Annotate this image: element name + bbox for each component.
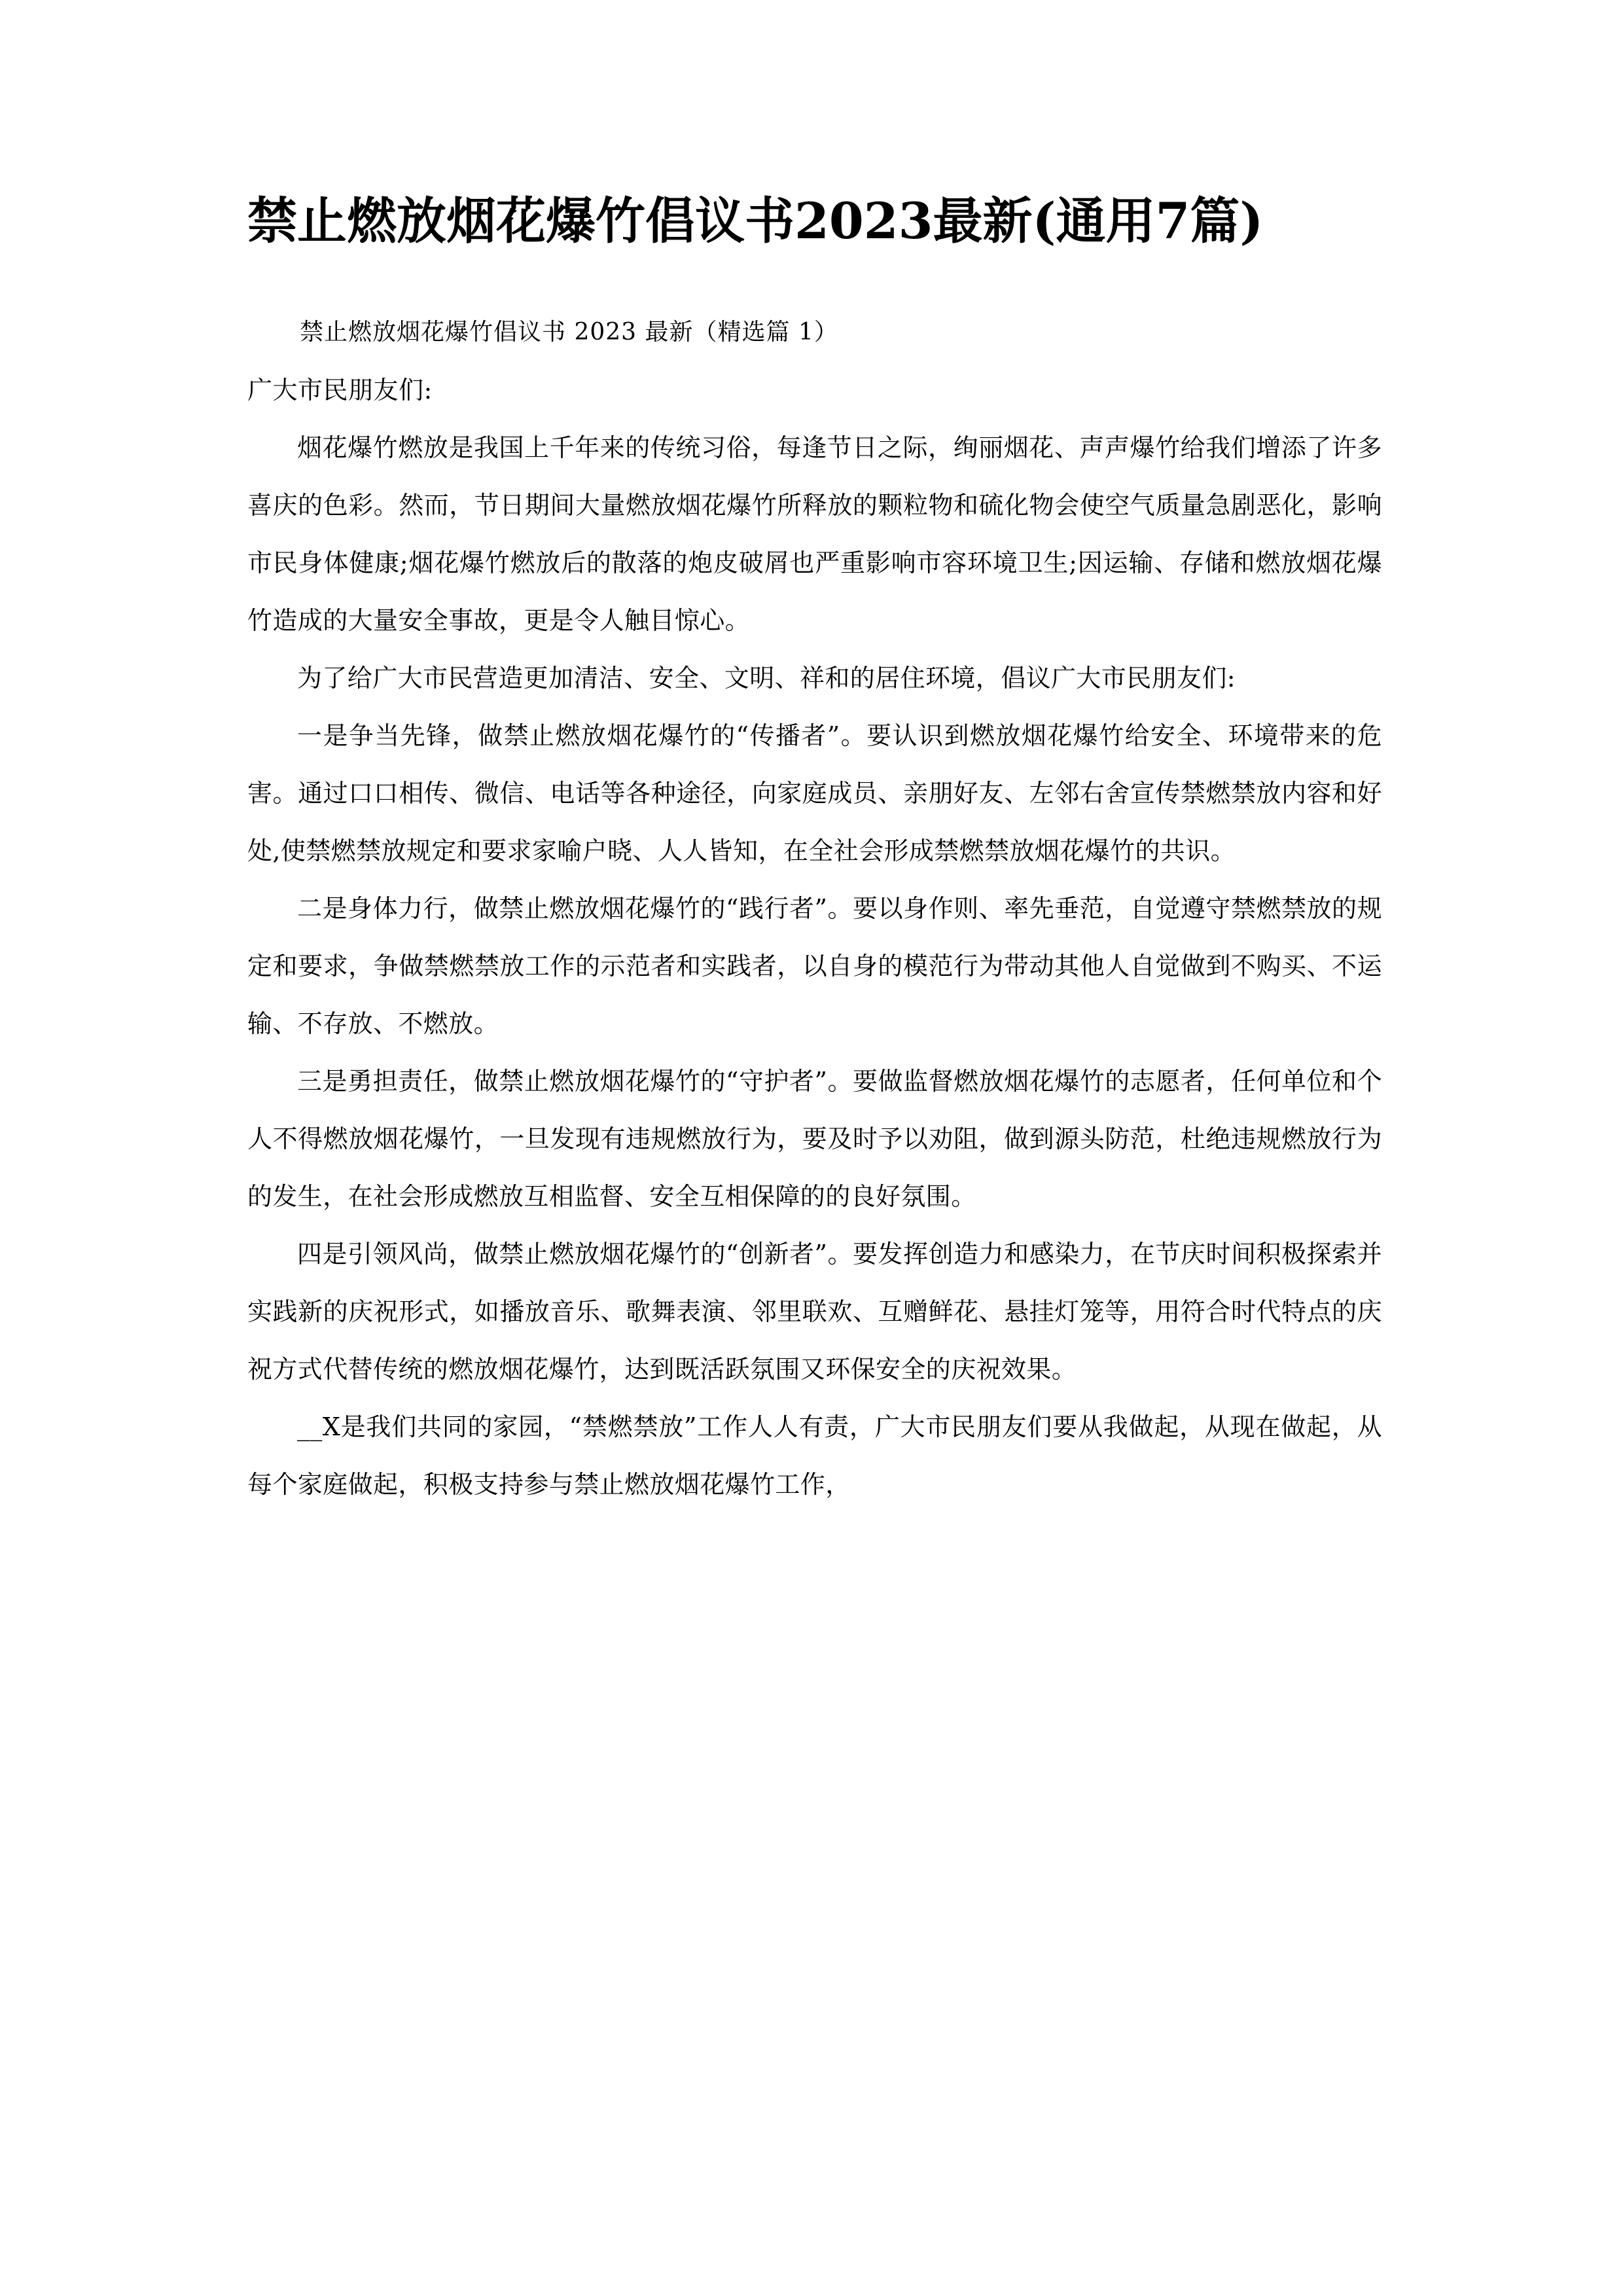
- body-paragraph: __X是我们共同的家园，“禁燃禁放”工作人人有责，广大市民朋友们要从我做起，从现在做起，从每个家庭做起，积极支持参与禁止燃放烟花爆竹工作，: [247, 1412, 1382, 1499]
- body-paragraph: 三是勇担责任，做禁止燃放烟花爆竹的“守护者”。要做监督燃放烟花爆竹的志愿者，任何单位和个人不得燃放烟花爆竹，一旦发现有违规燃放行为，要及时予以劝阻，做到源头防范，杜绝违规燃放行为的发生，在社会形成燃放互相监督、安全互相保障的的良好氛围。: [247, 1067, 1382, 1211]
- body-paragraph: 烟花爆竹燃放是我国上千年来的传统习俗，每逢节日之际，绚丽烟花、声声爆竹给我们增添了许多喜庆的色彩。然而，节日期间大量燃放烟花爆竹所释放的颗粒物和硫化物会使空气质量急剧恶化，影响市民身体健康;烟花爆竹燃放后的散落的炮皮破屑也严重影响市容环境卫生;因运输、存储和燃放烟花爆竹造成的大量安全事故，更是令人触目惊心。: [247, 433, 1382, 635]
- body-paragraph: 为了给广大市民营造更加清洁、安全、文明、祥和的居住环境，倡议广大市民朋友们:: [297, 664, 1236, 692]
- document-content: [247, 0, 1382, 1513]
- body-paragraph: 二是身体力行，做禁止燃放烟花爆竹的“践行者”。要以身作则、率先垂范，自觉遵守禁燃禁放的规定和要求，争做禁燃禁放工作的示范者和实践者，以自身的模范行为带动其他人自觉做到不购买、不运输、不存放、不燃放。: [247, 894, 1382, 1038]
- section-heading: 禁止燃放烟花爆竹倡议书 2023 最新（精选篇 1）: [300, 319, 838, 346]
- body-paragraph: 一是争当先锋，做禁止燃放烟花爆竹的“传播者”。要认识到燃放烟花爆竹给安全、环境带来的危害。通过口口相传、微信、电话等各种途径，向家庭成员、亲朋好友、左邻右舍宣传禁燃禁放内容和好处,使禁燃禁放规定和要求家喻户晓、人人皆知，在全社会形成禁燃禁放烟花爆竹的共识。: [247, 721, 1382, 865]
- page-title: 禁止燃放烟花爆竹倡议书2023最新(通用7篇): [247, 192, 1264, 250]
- salutation: 广大市民朋友们:: [247, 376, 433, 404]
- body-paragraph: 四是引领风尚，做禁止燃放烟花爆竹的“创新者”。要发挥创造力和感染力，在节庆时间积极探索并实践新的庆祝形式，如播放音乐、歌舞表演、邻里联欢、互赠鲜花、悬挂灯笼等，用符合时代特点的庆祝方式代替传统的燃放烟花爆竹，达到既活跃氛围又环保安全的庆祝效果。: [247, 1240, 1382, 1384]
